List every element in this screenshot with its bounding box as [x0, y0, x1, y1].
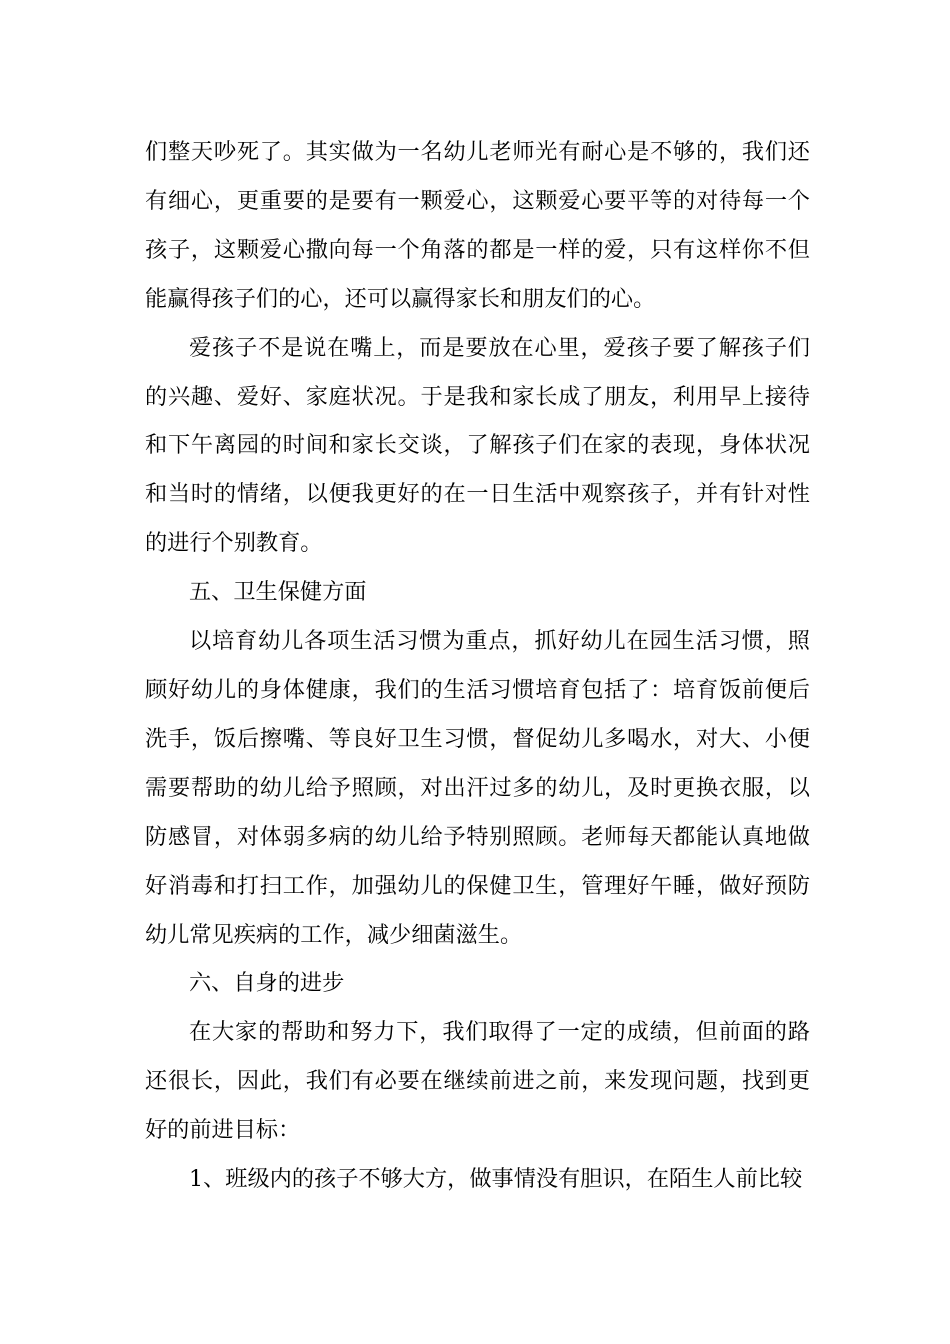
paragraph-love-children: 爱孩子不是说在嘴上，而是要放在心里，爱孩子要了解孩子们的兴趣、爱好、家庭状况。于是我和家长成了朋友，利用早上接待和下午离园的时间和家长交谈，了解孩子们在家的表现，身体状况和当时的情绪，以便我更好的在一日生活中观察孩子，并有针对性的进行个别教育。 — [145, 334, 810, 557]
list-item-1: 1、班级内的孩子不够大方，做事情没有胆识，在陌生人前比较 — [189, 1166, 803, 1193]
paragraph-continuation: 们整天吵死了。其实做为一名幼儿老师光有耐心是不够的，我们还有细心，更重要的是要有一颗爱心，这颗爱心要平等的对待每一个孩子，这颗爱心撒向每一个角落的都是一样的爱，只有这样你不但能赢得孩子们的心，还可以赢得家长和朋友们的心。 — [145, 139, 810, 312]
document-body — [145, 128, 810, 1204]
section-heading-health-care: 五、卫生保健方面 — [189, 579, 367, 606]
paragraph-health-care: 以培育幼儿各项生活习惯为重点，抓好幼儿在园生活习惯，照顾好幼儿的身体健康，我们的生活习惯培育包括了：培育饭前便后洗手，饭后擦嘴、等良好卫生习惯，督促幼儿多喝水，对大、小便需要帮助的幼儿给予照顾，对出汗过多的幼儿，及时更换衣服，以防感冒，对体弱多病的幼儿给予特别照顾。老师每天都能认真地做好消毒和打扫工作，加强幼儿的保健卫生，管理好午睡，做好预防幼儿常见疾病的工作，减少细菌滋生。 — [145, 628, 810, 948]
paragraph-self-progress: 在大家的帮助和努力下，我们取得了一定的成绩，但前面的路还很长，因此，我们有必要在继续前进之前，来发现问题，找到更好的前进目标： — [145, 1019, 810, 1144]
section-heading-self-progress: 六、自身的进步 — [189, 970, 345, 997]
